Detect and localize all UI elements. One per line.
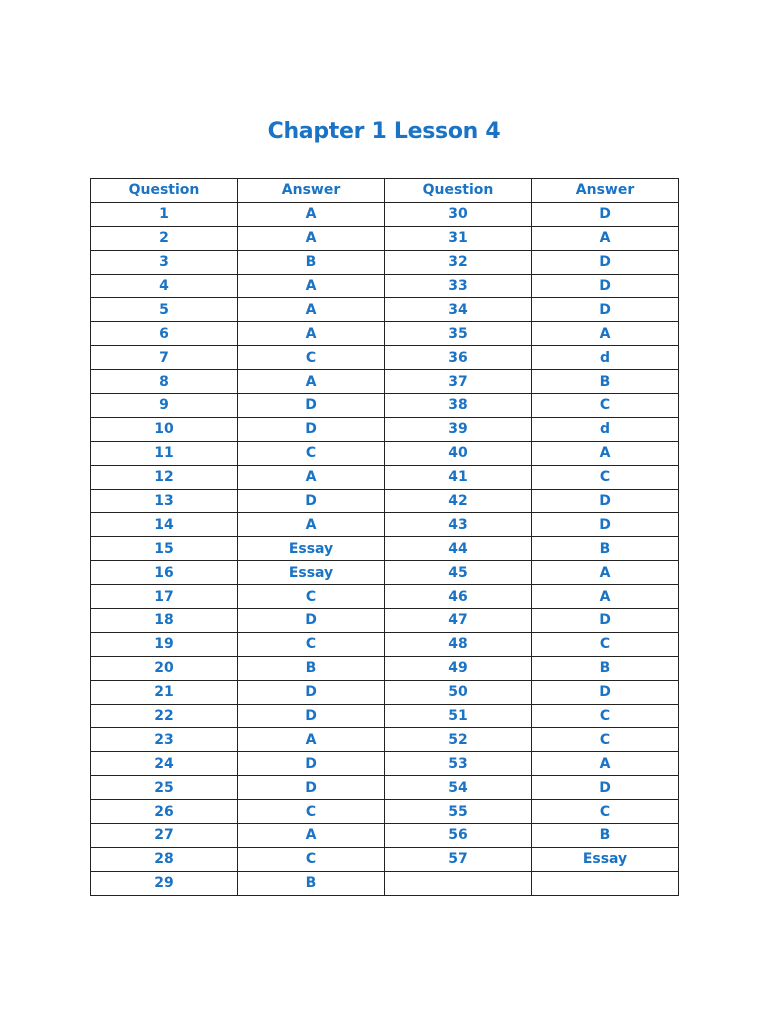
- question-right-cell: 41: [385, 465, 532, 489]
- table-row: [91, 226, 679, 250]
- answer-left-cell: D: [238, 489, 385, 513]
- header-answer-right: Answer: [532, 179, 679, 203]
- answer-right-cell: A: [532, 322, 679, 346]
- answer-left-cell: C: [238, 847, 385, 871]
- question-left-cell: 15: [91, 537, 238, 561]
- question-right-cell: 54: [385, 776, 532, 800]
- question-right-cell: 56: [385, 824, 532, 848]
- question-left-cell: 12: [91, 465, 238, 489]
- question-left-cell: 18: [91, 609, 238, 633]
- question-right-cell: 47: [385, 609, 532, 633]
- table-row: [91, 394, 679, 418]
- question-left-cell: 8: [91, 370, 238, 394]
- table-row: [91, 680, 679, 704]
- answer-left-cell: A: [238, 202, 385, 226]
- question-left-cell: 21: [91, 680, 238, 704]
- question-left-cell: 2: [91, 226, 238, 250]
- answer-right-cell: D: [532, 250, 679, 274]
- table-row: [91, 417, 679, 441]
- table-row: [91, 752, 679, 776]
- header-question-right: Question: [385, 179, 532, 203]
- question-left-cell: 19: [91, 632, 238, 656]
- question-left-cell: 11: [91, 441, 238, 465]
- question-left-cell: 16: [91, 561, 238, 585]
- question-left-cell: 29: [91, 871, 238, 895]
- answer-right-cell: C: [532, 800, 679, 824]
- question-right-cell: 57: [385, 847, 532, 871]
- question-right-cell: [385, 871, 532, 895]
- answer-right-cell: D: [532, 680, 679, 704]
- question-right-cell: 49: [385, 656, 532, 680]
- question-right-cell: 40: [385, 441, 532, 465]
- table-row: [91, 202, 679, 226]
- answer-right-cell: C: [532, 704, 679, 728]
- table-row: [91, 656, 679, 680]
- question-left-cell: 28: [91, 847, 238, 871]
- table-row: [91, 322, 679, 346]
- question-left-cell: 24: [91, 752, 238, 776]
- answer-left-cell: B: [238, 871, 385, 895]
- question-right-cell: 30: [385, 202, 532, 226]
- question-left-cell: 27: [91, 824, 238, 848]
- table-row: [91, 632, 679, 656]
- question-left-cell: 26: [91, 800, 238, 824]
- question-right-cell: 31: [385, 226, 532, 250]
- answer-right-cell: A: [532, 226, 679, 250]
- table-row: [91, 776, 679, 800]
- table-row: [91, 489, 679, 513]
- table-row: [91, 847, 679, 871]
- answer-left-cell: B: [238, 250, 385, 274]
- answer-left-cell: C: [238, 800, 385, 824]
- answer-right-cell: C: [532, 632, 679, 656]
- page-title: Chapter 1 Lesson 4: [267, 118, 501, 144]
- answer-key-table: [90, 178, 679, 896]
- answer-left-cell: D: [238, 704, 385, 728]
- answer-left-cell: A: [238, 226, 385, 250]
- question-right-cell: 35: [385, 322, 532, 346]
- question-left-cell: 4: [91, 274, 238, 298]
- table-row: [91, 250, 679, 274]
- question-right-cell: 34: [385, 298, 532, 322]
- answer-right-cell: B: [532, 537, 679, 561]
- table-row: [91, 585, 679, 609]
- answer-right-cell: C: [532, 465, 679, 489]
- answer-right-cell: A: [532, 752, 679, 776]
- question-left-cell: 25: [91, 776, 238, 800]
- answer-left-cell: A: [238, 370, 385, 394]
- question-left-cell: 6: [91, 322, 238, 346]
- question-left-cell: 9: [91, 394, 238, 418]
- question-right-cell: 55: [385, 800, 532, 824]
- question-right-cell: 45: [385, 561, 532, 585]
- answer-left-cell: A: [238, 274, 385, 298]
- header-question-left: Question: [91, 179, 238, 203]
- answer-right-cell: B: [532, 656, 679, 680]
- question-left-cell: 22: [91, 704, 238, 728]
- answer-right-cell: [532, 871, 679, 895]
- answer-right-cell: D: [532, 489, 679, 513]
- table-row: [91, 537, 679, 561]
- answer-left-cell: C: [238, 585, 385, 609]
- question-left-cell: 23: [91, 728, 238, 752]
- table-row: [91, 441, 679, 465]
- table-row: [91, 274, 679, 298]
- table-row: [91, 728, 679, 752]
- question-right-cell: 51: [385, 704, 532, 728]
- answer-right-cell: D: [532, 202, 679, 226]
- table-row: [91, 370, 679, 394]
- question-right-cell: 52: [385, 728, 532, 752]
- question-right-cell: 50: [385, 680, 532, 704]
- table-row: [91, 609, 679, 633]
- answer-left-cell: A: [238, 824, 385, 848]
- question-right-cell: 36: [385, 346, 532, 370]
- table-row: [91, 704, 679, 728]
- table-row: [91, 465, 679, 489]
- answer-left-cell: D: [238, 609, 385, 633]
- question-left-cell: 20: [91, 656, 238, 680]
- answer-right-cell: A: [532, 561, 679, 585]
- table-body: [91, 202, 679, 895]
- answer-right-cell: A: [532, 585, 679, 609]
- answer-left-cell: D: [238, 394, 385, 418]
- answer-right-cell: B: [532, 370, 679, 394]
- answer-right-cell: D: [532, 609, 679, 633]
- answer-left-cell: A: [238, 728, 385, 752]
- answer-right-cell: D: [532, 298, 679, 322]
- answer-right-cell: D: [532, 274, 679, 298]
- question-right-cell: 43: [385, 513, 532, 537]
- answer-left-cell: C: [238, 441, 385, 465]
- question-left-cell: 5: [91, 298, 238, 322]
- answer-left-cell: Essay: [238, 537, 385, 561]
- question-right-cell: 33: [385, 274, 532, 298]
- table-row: [91, 824, 679, 848]
- answer-right-cell: A: [532, 441, 679, 465]
- question-right-cell: 53: [385, 752, 532, 776]
- question-left-cell: 10: [91, 417, 238, 441]
- table-row: [91, 561, 679, 585]
- table-row: [91, 513, 679, 537]
- answer-left-cell: Essay: [238, 561, 385, 585]
- table-row: [91, 800, 679, 824]
- answer-right-cell: C: [532, 728, 679, 752]
- question-right-cell: 44: [385, 537, 532, 561]
- answer-left-cell: A: [238, 322, 385, 346]
- question-right-cell: 38: [385, 394, 532, 418]
- question-left-cell: 14: [91, 513, 238, 537]
- question-right-cell: 37: [385, 370, 532, 394]
- question-right-cell: 39: [385, 417, 532, 441]
- question-left-cell: 13: [91, 489, 238, 513]
- answer-left-cell: D: [238, 680, 385, 704]
- answer-right-cell: Essay: [532, 847, 679, 871]
- question-left-cell: 7: [91, 346, 238, 370]
- answer-right-cell: d: [532, 346, 679, 370]
- question-left-cell: 17: [91, 585, 238, 609]
- answer-left-cell: D: [238, 752, 385, 776]
- answer-right-cell: B: [532, 824, 679, 848]
- table-row: [91, 871, 679, 895]
- question-right-cell: 46: [385, 585, 532, 609]
- question-right-cell: 32: [385, 250, 532, 274]
- answer-left-cell: A: [238, 465, 385, 489]
- answer-right-cell: D: [532, 776, 679, 800]
- answer-left-cell: D: [238, 417, 385, 441]
- header-answer-left: Answer: [238, 179, 385, 203]
- answer-right-cell: D: [532, 513, 679, 537]
- answer-left-cell: C: [238, 346, 385, 370]
- question-left-cell: 1: [91, 202, 238, 226]
- answer-right-cell: C: [532, 394, 679, 418]
- table-header: [91, 179, 679, 203]
- table-row: [91, 346, 679, 370]
- question-right-cell: 42: [385, 489, 532, 513]
- header-row: [91, 179, 679, 203]
- question-right-cell: 48: [385, 632, 532, 656]
- answer-left-cell: A: [238, 513, 385, 537]
- answer-left-cell: C: [238, 632, 385, 656]
- answer-right-cell: d: [532, 417, 679, 441]
- answer-left-cell: D: [238, 776, 385, 800]
- answer-left-cell: B: [238, 656, 385, 680]
- table-row: [91, 298, 679, 322]
- question-left-cell: 3: [91, 250, 238, 274]
- answer-left-cell: A: [238, 298, 385, 322]
